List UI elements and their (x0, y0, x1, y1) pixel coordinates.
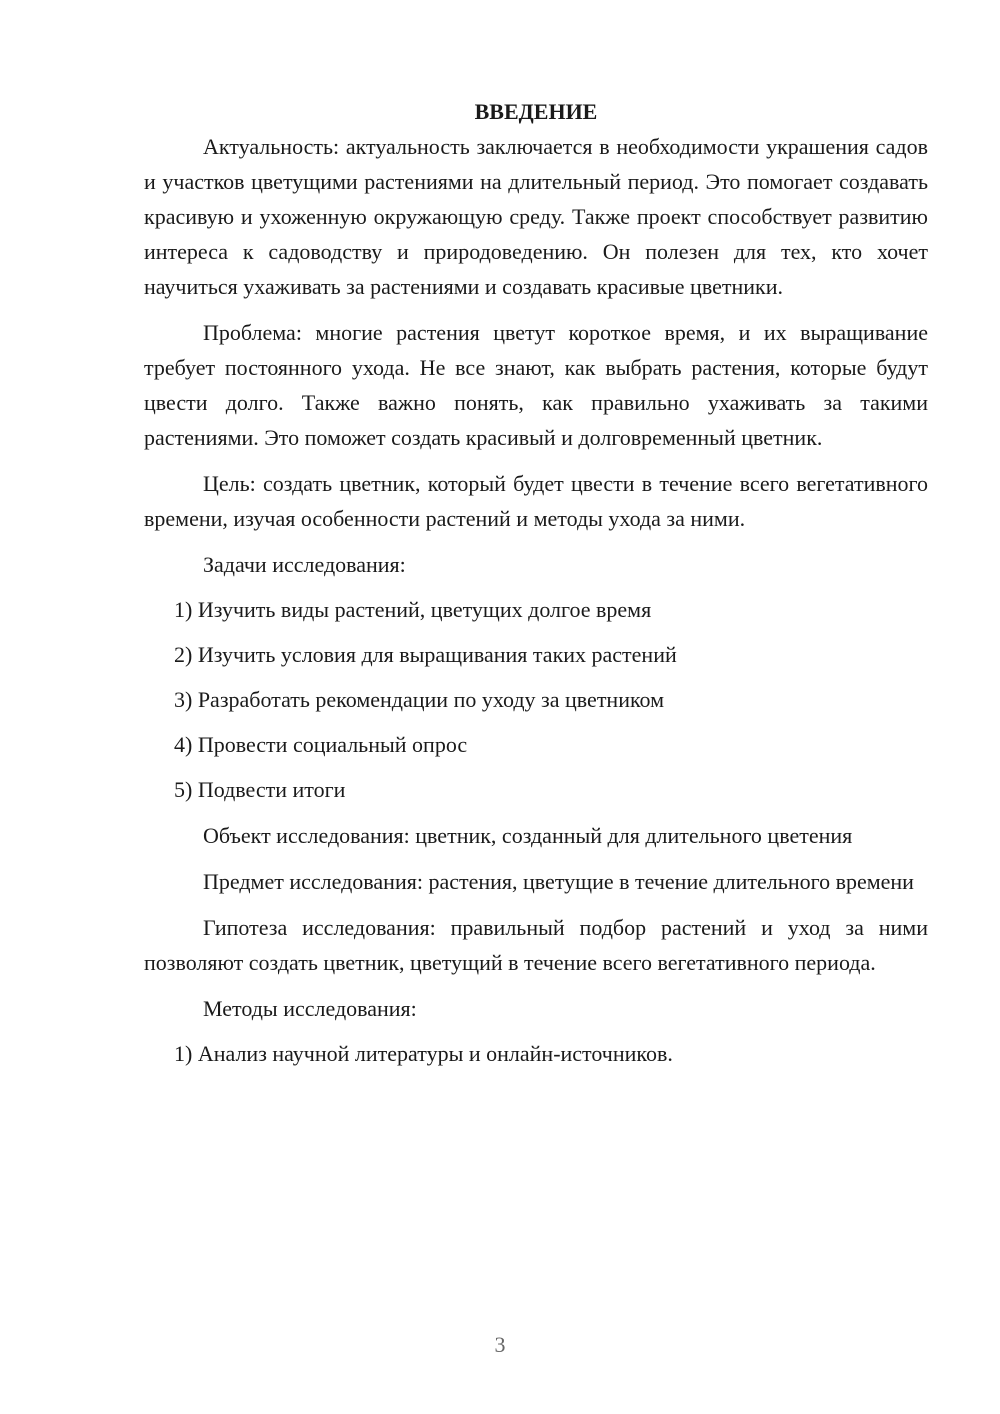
task-item: 3) Разработать рекомендации по уходу за цветником (174, 687, 665, 712)
methods-heading: Методы исследования: (203, 996, 417, 1021)
hypothesis-paragraph: Гипотеза исследования: правильный подбор растений и уход за ними позволяют создать цветник, цветущий в течение всего вегетативного периода. (144, 915, 928, 975)
page-content (144, 92, 928, 1071)
methods-list (144, 1036, 928, 1071)
subject-paragraph: Предмет исследования: растения, цветущие в течение длительного времени (203, 869, 914, 894)
tasks-list (144, 592, 928, 807)
task-item: 1) Изучить виды растений, цветущих долгое время (174, 597, 652, 622)
method-item: 1) Анализ научной литературы и онлайн-источников. (174, 1041, 673, 1066)
problem-paragraph: Проблема: многие растения цветут короткое время, и их выращивание требует постоянного ухода. Не все знают, как выбрать растения, которые будут цвести долго. Также важно понять, как правильно ухаживать за такими растениями. Это поможет создать красивый и долговременный цветник. (144, 320, 928, 450)
task-item: 2) Изучить условия для выращивания таких растений (174, 642, 677, 667)
relevance-paragraph: Актуальность: актуальность заключается в необходимости украшения садов и участков цветущими растениями на длительный период. Это помогает создавать красивую и ухоженную окружающую среду. Также проект способствует развитию интереса к садоводству и природоведению. Он полезен для тех, кто хочет научиться ухаживать за растениями и создавать красивые цветники. (144, 134, 928, 299)
object-paragraph: Объект исследования: цветник, созданный для длительного цветения (203, 823, 853, 848)
task-item: 4) Провести социальный опрос (174, 732, 468, 757)
page-number: 3 (494, 1332, 506, 1357)
tasks-heading: Задачи исследования: (203, 552, 406, 577)
section-title: ВВЕДЕНИЕ (474, 99, 598, 124)
goal-paragraph: Цель: создать цветник, который будет цвести в течение всего вегетативного времени, изучая особенности растений и методы ухода за ними. (144, 471, 928, 531)
task-item: 5) Подвести итоги (174, 777, 346, 802)
